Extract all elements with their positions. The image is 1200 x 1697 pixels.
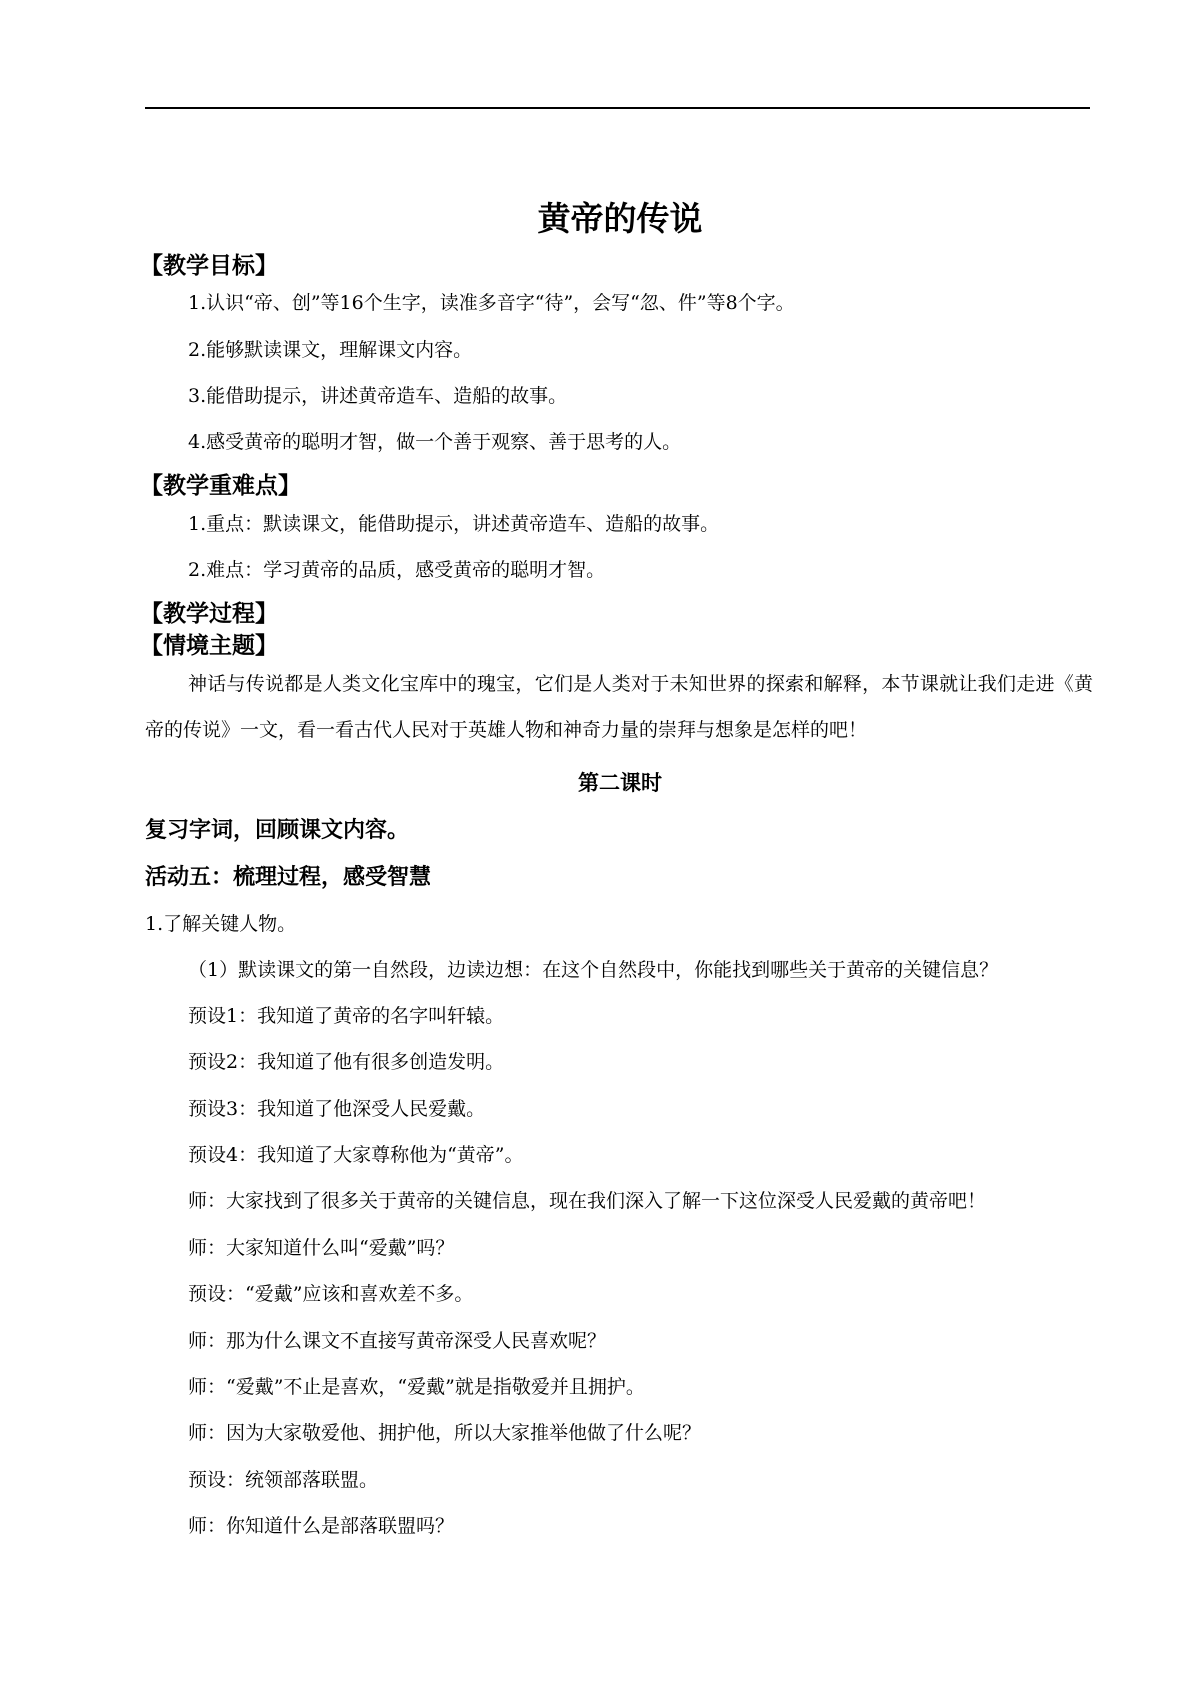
objective-item: 4.感受黄帝的聪明才智，做一个善于观察、善于思考的人。 <box>188 431 682 453</box>
lesson-line: 预设：“爱戴”应该和喜欢差不多。 <box>188 1283 474 1305</box>
review-heading: 复习字词，回顾课文内容。 <box>145 818 410 843</box>
theme-paragraph: 神话与传说都是人类文化宝库中的瑰宝，它们是人类对于未知世界的探索和解释，本节课就让我们走进《黄帝的传说》一文，看一看古代人民对于英雄人物和神奇力量的崇拜与想象是怎样的吧！ <box>145 673 1093 741</box>
lesson-line: 师：大家知道什么叫“爱戴”吗？ <box>188 1237 455 1259</box>
lesson-line: 预设：统领部落联盟。 <box>188 1469 379 1491</box>
objectives-heading: 【教学目标】 <box>140 253 278 279</box>
step-heading: 1.了解关键人物。 <box>145 913 297 935</box>
objective-item: 1.认识“帝、创”等16个生字，读准多音字“待”，会写“忽、件”等8个字。 <box>188 292 795 314</box>
lesson-line: （1）默读课文的第一自然段，边读边想：在这个自然段中，你能找到哪些关于黄帝的关键信息？ <box>188 959 999 981</box>
lesson-line: 预设1：我知道了黄帝的名字叫轩辕。 <box>188 1005 505 1027</box>
objective-item: 3.能借助提示，讲述黄帝造车、造船的故事。 <box>188 385 568 407</box>
objective-item: 2.能够默读课文，理解课文内容。 <box>188 339 473 361</box>
lesson-subtitle: 第二课时 <box>578 771 662 795</box>
theme-heading: 【情境主题】 <box>140 633 278 659</box>
activity-heading: 活动五：梳理过程，感受智慧 <box>145 865 432 890</box>
process-heading: 【教学过程】 <box>140 601 278 627</box>
lesson-line: 预设3：我知道了他深受人民爱戴。 <box>188 1098 486 1120</box>
lesson-line: 师：那为什么课文不直接写黄帝深受人民喜欢呢？ <box>188 1330 607 1352</box>
header-rule <box>145 107 1090 109</box>
lesson-line: 师：因为大家敬爱他、拥护他，所以大家推举他做了什么呢？ <box>188 1422 702 1444</box>
lesson-line: 师：你知道什么是部落联盟吗？ <box>188 1515 455 1537</box>
lesson-line: 师：“爱戴”不止是喜欢，“爱戴”就是指敬爱并且拥护。 <box>188 1376 645 1398</box>
lesson-line: 师：大家找到了很多关于黄帝的关键信息，现在我们深入了解一下这位深受人民爱戴的黄帝吧！ <box>188 1190 987 1212</box>
key-point-item: 2.难点：学习黄帝的品质，感受黄帝的聪明才智。 <box>188 559 606 581</box>
lesson-line: 预设4：我知道了大家尊称他为“黄帝”。 <box>188 1144 524 1166</box>
document-title: 黄帝的传说 <box>537 199 703 238</box>
lesson-line: 预设2：我知道了他有很多创造发明。 <box>188 1051 505 1073</box>
key-points-heading: 【教学重难点】 <box>140 473 301 499</box>
key-point-item: 1.重点：默读课文，能借助提示，讲述黄帝造车、造船的故事。 <box>188 513 720 535</box>
